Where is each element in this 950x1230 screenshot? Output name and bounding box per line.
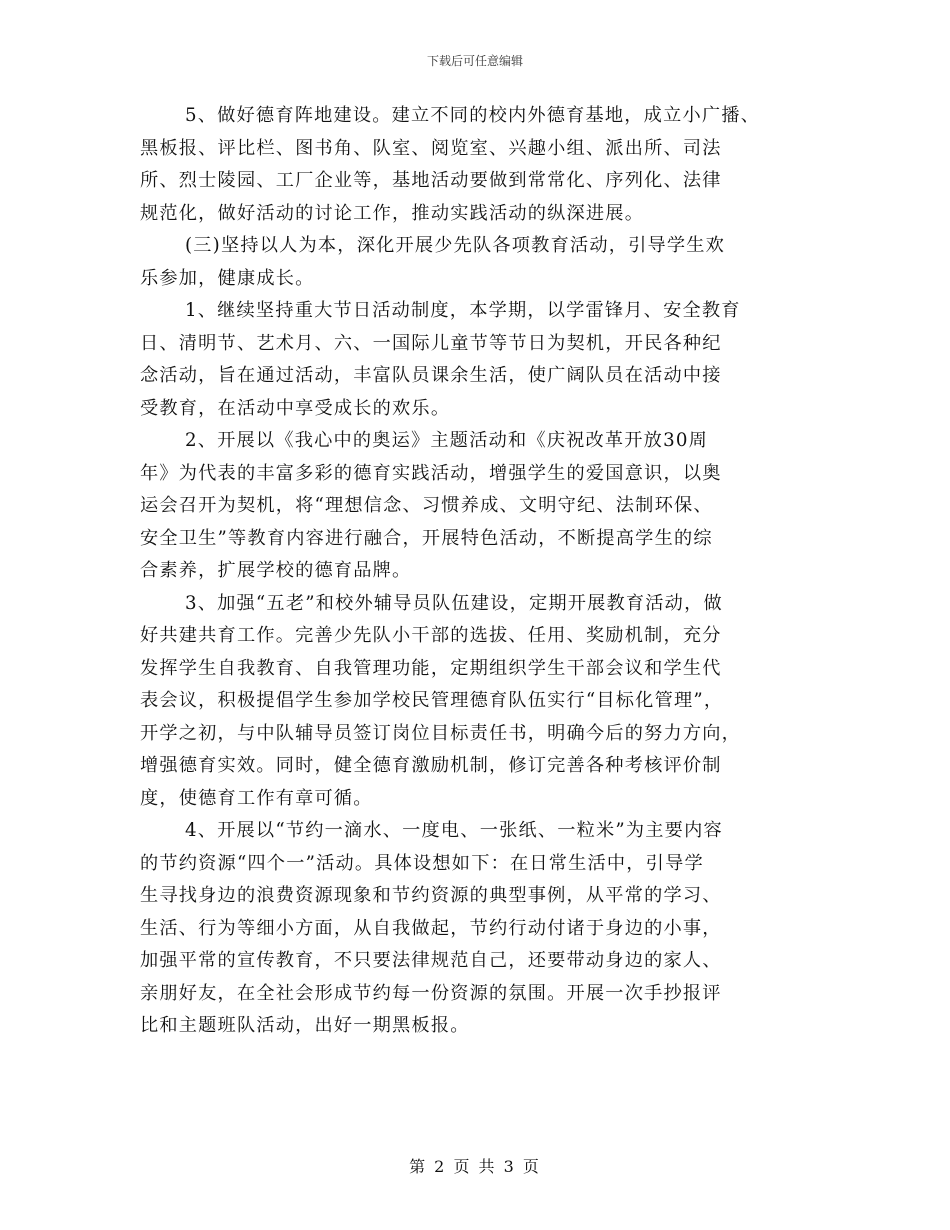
text-line: 念活动，旨在通过活动，丰富队员课余生活，使广阔队员在活动中接 — [140, 365, 722, 386]
text-line: 运会召开为契机，将“理想信念、习惯养成、文明守纪、法制环保、 — [140, 495, 713, 516]
text-line: 4、开展以“节约一滴水、一度电、一张纸、一粒米”为主要内容 — [185, 820, 723, 841]
text-line: 比和主题班队活动，出好一期黑板报。 — [140, 1015, 470, 1036]
text-line: 发挥学生自我教育、自我管理功能，定期组织学生干部会议和学生代 — [140, 657, 722, 679]
text-line: 亲朋好友，在全社会形成节约每一份资源的氛围。开展一次手抄报评 — [140, 982, 722, 1004]
text-line: 安全卫生”等教育内容进行融合，开展特色活动，不断提高学生的综 — [140, 527, 713, 549]
paragraph — [140, 295, 810, 425]
text-line: 合素养，扩展学校的德育品牌。 — [140, 560, 412, 581]
paragraph — [140, 425, 810, 588]
paragraph — [140, 588, 810, 816]
text-line: 的节约资源“四个一”活动。具体设想如下：在日常生活中，引导学 — [140, 852, 704, 874]
text-line: 加强平常的宣传教育，不只要法律规范自己，还要带动身边的家人、 — [140, 950, 722, 971]
text-line: 度，使德育工作有章可循。 — [140, 787, 373, 809]
text-line: 乐参加，健康成长。 — [140, 267, 315, 289]
text-line: 生寻找身边的浪费资源现象和节约资源的典型事例，从平常的学习、 — [140, 885, 722, 906]
text-line: 所、烈士陵园、工厂企业等，基地活动要做到常常化、序列化、法律 — [140, 170, 722, 191]
paragraph — [140, 100, 810, 230]
paragraph — [140, 815, 810, 1043]
text-line: (三)坚持以人为本，深化开展少先队各项教育活动，引导学生欢 — [185, 235, 726, 256]
page-number-footer: 第 2 页 共 3 页 — [409, 1157, 541, 1176]
text-line: 1、继续坚持重大节日活动制度，本学期，以学雷锋月、安全教育 — [185, 300, 741, 321]
text-line: 好共建共育工作。完善少先队小干部的选拔、任用、奖励机制，充分 — [140, 625, 722, 646]
text-line: 年》为代表的丰富多彩的德育实践活动，增强学生的爱国意识，以奥 — [140, 462, 722, 484]
page-header: 下载后可任意编辑 — [426, 54, 523, 68]
text-line: 5、做好德育阵地建设。建立不同的校内外德育基地，成立小广播、 — [185, 105, 761, 126]
text-line: 生活、行为等细小方面，从自我做起，节约行动付诸于身边的小事， — [140, 917, 722, 939]
text-line: 受教育，在活动中享受成长的欢乐。 — [140, 397, 451, 419]
text-line: 规范化，做好活动的讨论工作，推动实践活动的纵深进展。 — [140, 202, 645, 224]
text-line: 黑板报、评比栏、图书角、队室、阅览室、兴趣小组、派出所、司法 — [140, 137, 722, 159]
text-line: 增强德育实效。同时，健全德育激励机制，修订完善各种考核评价制 — [140, 755, 722, 776]
text-line: 日、清明节、艺术月、六、一国际儿童节等节日为契机，开民各种纪 — [140, 332, 722, 354]
document-body — [140, 100, 810, 1043]
paragraph — [140, 230, 810, 295]
text-line: 2、开展以《我心中的奥运》主题活动和《庆祝改革开放30周 — [185, 430, 709, 451]
text-line: 表会议，积极提倡学生参加学校民管理德育队伍实行“目标化管理”， — [140, 690, 724, 711]
text-line: 开学之初，与中队辅导员签订岗位目标责任书，明确今后的努力方向， — [140, 722, 742, 744]
text-line: 3、加强“五老”和校外辅导员队伍建设，定期开展教育活动，做 — [185, 592, 723, 614]
